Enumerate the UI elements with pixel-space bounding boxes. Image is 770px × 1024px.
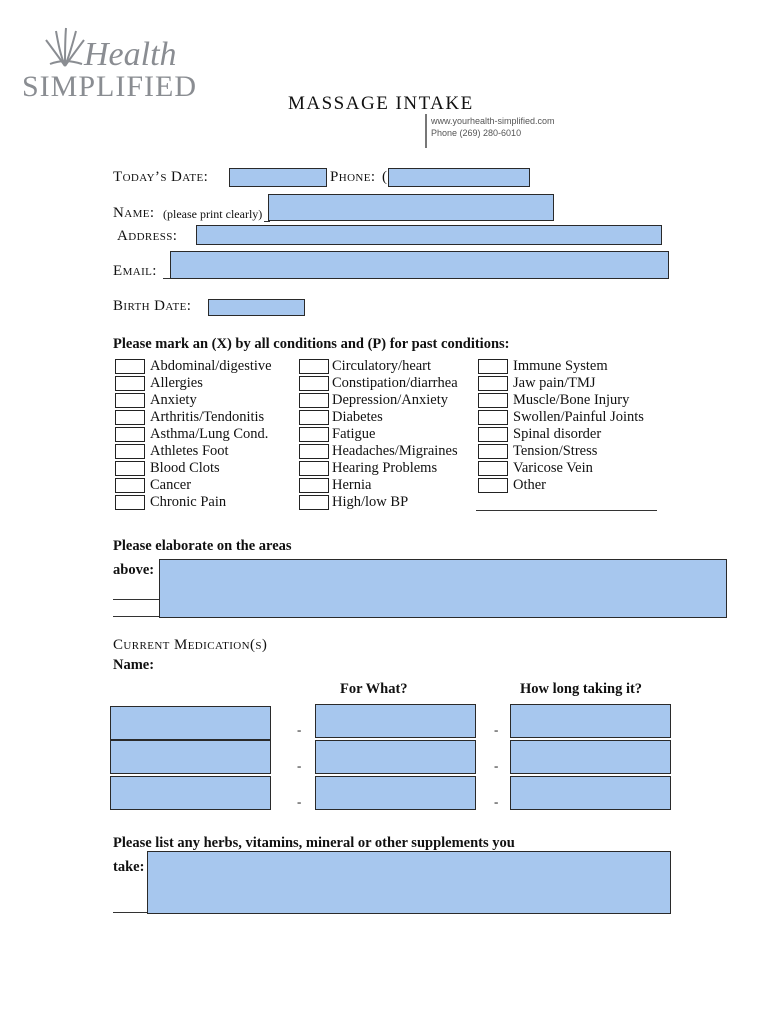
condition-checkbox[interactable]: [115, 495, 145, 510]
condition-label: Athletes Foot: [150, 443, 229, 459]
medication-name-field[interactable]: [110, 706, 271, 740]
email-field[interactable]: [170, 251, 669, 279]
condition-label: Tension/Stress: [513, 443, 598, 459]
separator-dash: -: [297, 794, 302, 809]
condition-label: Blood Clots: [150, 460, 220, 476]
medication-duration-field[interactable]: [510, 704, 671, 738]
separator-dash: -: [297, 722, 302, 737]
condition-label: Diabetes: [332, 409, 383, 425]
separator-dash: -: [494, 758, 499, 773]
medication-name-field[interactable]: [110, 740, 271, 774]
medication-row-2: [0, 740, 770, 776]
conditions-instruction: Please mark an (X) by all conditions and (P) for past conditions:: [113, 336, 510, 352]
medication-purpose-field[interactable]: [315, 740, 476, 774]
condition-label: Headaches/Migraines: [332, 443, 458, 459]
condition-label: Hearing Problems: [332, 460, 438, 476]
condition-checkbox[interactable]: [115, 427, 145, 442]
supplements-field[interactable]: [147, 851, 671, 914]
condition-label: High/low BP: [332, 494, 409, 510]
condition-checkbox[interactable]: [299, 427, 329, 442]
condition-label: Spinal disorder: [513, 426, 602, 442]
condition-checkbox[interactable]: [299, 478, 329, 493]
phone-label: Phone:: [330, 169, 376, 185]
medication-name-label: Name:: [113, 657, 155, 673]
address-field[interactable]: [196, 225, 662, 245]
condition-checkbox[interactable]: [299, 444, 329, 459]
condition-checkbox[interactable]: [478, 410, 508, 425]
condition-checkbox[interactable]: [299, 461, 329, 476]
condition-checkbox[interactable]: [115, 478, 145, 493]
condition-label: Asthma/Lung Cond.: [150, 426, 269, 442]
elaborate-field[interactable]: [159, 559, 727, 618]
condition-label: Chronic Pain: [150, 494, 227, 510]
email-label: Email:: [113, 263, 157, 279]
medication-row-1: [0, 704, 770, 740]
condition-label: Circulatory/heart: [332, 358, 432, 374]
condition-checkbox[interactable]: [478, 359, 508, 374]
condition-checkbox[interactable]: [299, 376, 329, 391]
condition-label: Allergies: [150, 375, 203, 391]
condition-checkbox[interactable]: [115, 410, 145, 425]
condition-checkbox[interactable]: [478, 376, 508, 391]
birth-date-field[interactable]: [208, 299, 305, 316]
condition-checkbox[interactable]: [299, 410, 329, 425]
leaf-logo-icon: [40, 26, 90, 68]
medication-name-field[interactable]: [110, 776, 271, 810]
condition-label: Arthritis/Tendonitis: [150, 409, 265, 425]
medication-duration-field[interactable]: [510, 776, 671, 810]
separator-dash: -: [494, 722, 499, 737]
supplements-underline: [113, 912, 149, 913]
condition-checkbox[interactable]: [478, 478, 508, 493]
supplements-take-label: take:: [113, 859, 145, 875]
for-what-header: For What?: [340, 681, 408, 697]
condition-label: Varicose Vein: [513, 460, 593, 476]
page-title: MASSAGE INTAKE: [288, 93, 474, 114]
how-long-header: How long taking it?: [520, 681, 643, 697]
address-label: Address:: [117, 228, 178, 244]
phone-field[interactable]: [388, 168, 530, 187]
logo-simplified-text: SIMPLIFIED: [22, 70, 198, 103]
elaborate-underline-2: [113, 616, 159, 617]
condition-checkbox[interactable]: [299, 495, 329, 510]
name-hint: (please print clearly): [163, 207, 263, 221]
medication-purpose-field[interactable]: [315, 776, 476, 810]
conditions-col-1: [113, 358, 293, 518]
condition-checkbox[interactable]: [115, 444, 145, 459]
condition-label: Jaw pain/TMJ: [513, 375, 596, 391]
name-underline: [264, 221, 270, 222]
condition-label: Abdominal/digestive: [150, 358, 272, 374]
conditions-col-3: [476, 358, 666, 518]
other-condition-line[interactable]: [476, 510, 657, 511]
medication-purpose-field[interactable]: [315, 704, 476, 738]
website-text: www.yourhealth-simplified.com: [431, 116, 555, 126]
condition-label: Hernia: [332, 477, 372, 493]
condition-label: Fatigue: [332, 426, 376, 442]
condition-checkbox[interactable]: [478, 444, 508, 459]
elaborate-underline-1: [113, 599, 159, 600]
condition-label: Cancer: [150, 477, 192, 493]
condition-checkbox[interactable]: [115, 376, 145, 391]
condition-checkbox[interactable]: [115, 461, 145, 476]
elaborate-prompt: Please elaborate on the areas: [113, 538, 292, 554]
todays-date-field[interactable]: [229, 168, 327, 187]
todays-date-label: Today’s Date:: [113, 169, 209, 185]
medication-row-3: [0, 776, 770, 812]
separator-dash: -: [494, 794, 499, 809]
medications-heading: Current Medication(s): [113, 637, 268, 653]
name-label: Name:: [113, 205, 155, 221]
birth-date-label: Birth Date:: [113, 298, 192, 314]
condition-label: Immune System: [513, 358, 608, 374]
elaborate-above-label: above:: [113, 562, 155, 578]
condition-checkbox[interactable]: [299, 359, 329, 374]
condition-label: Depression/Anxiety: [332, 392, 448, 408]
logo-health-text: Health: [84, 36, 177, 73]
condition-checkbox[interactable]: [299, 393, 329, 408]
condition-label: Swollen/Painful Joints: [513, 409, 644, 425]
condition-label: Constipation/diarrhea: [332, 375, 458, 391]
condition-checkbox[interactable]: [478, 393, 508, 408]
condition-label: Muscle/Bone Injury: [513, 392, 630, 408]
condition-checkbox[interactable]: [478, 461, 508, 476]
condition-label: Anxiety: [150, 392, 197, 408]
medication-duration-field[interactable]: [510, 740, 671, 774]
conditions-col-2: [295, 358, 475, 518]
condition-label: Other: [513, 477, 547, 493]
company-phone-text: Phone (269) 280-6010: [431, 128, 522, 138]
logo: [22, 26, 198, 106]
condition-checkbox[interactable]: [115, 393, 145, 408]
condition-checkbox[interactable]: [115, 359, 145, 374]
phone-prefix: (: [382, 169, 387, 185]
condition-checkbox[interactable]: [478, 427, 508, 442]
name-field[interactable]: [268, 194, 554, 221]
supplements-prompt: Please list any herbs, vitamins, mineral or other supplements you: [113, 835, 515, 851]
contact-divider: [425, 114, 427, 148]
separator-dash: -: [297, 758, 302, 773]
